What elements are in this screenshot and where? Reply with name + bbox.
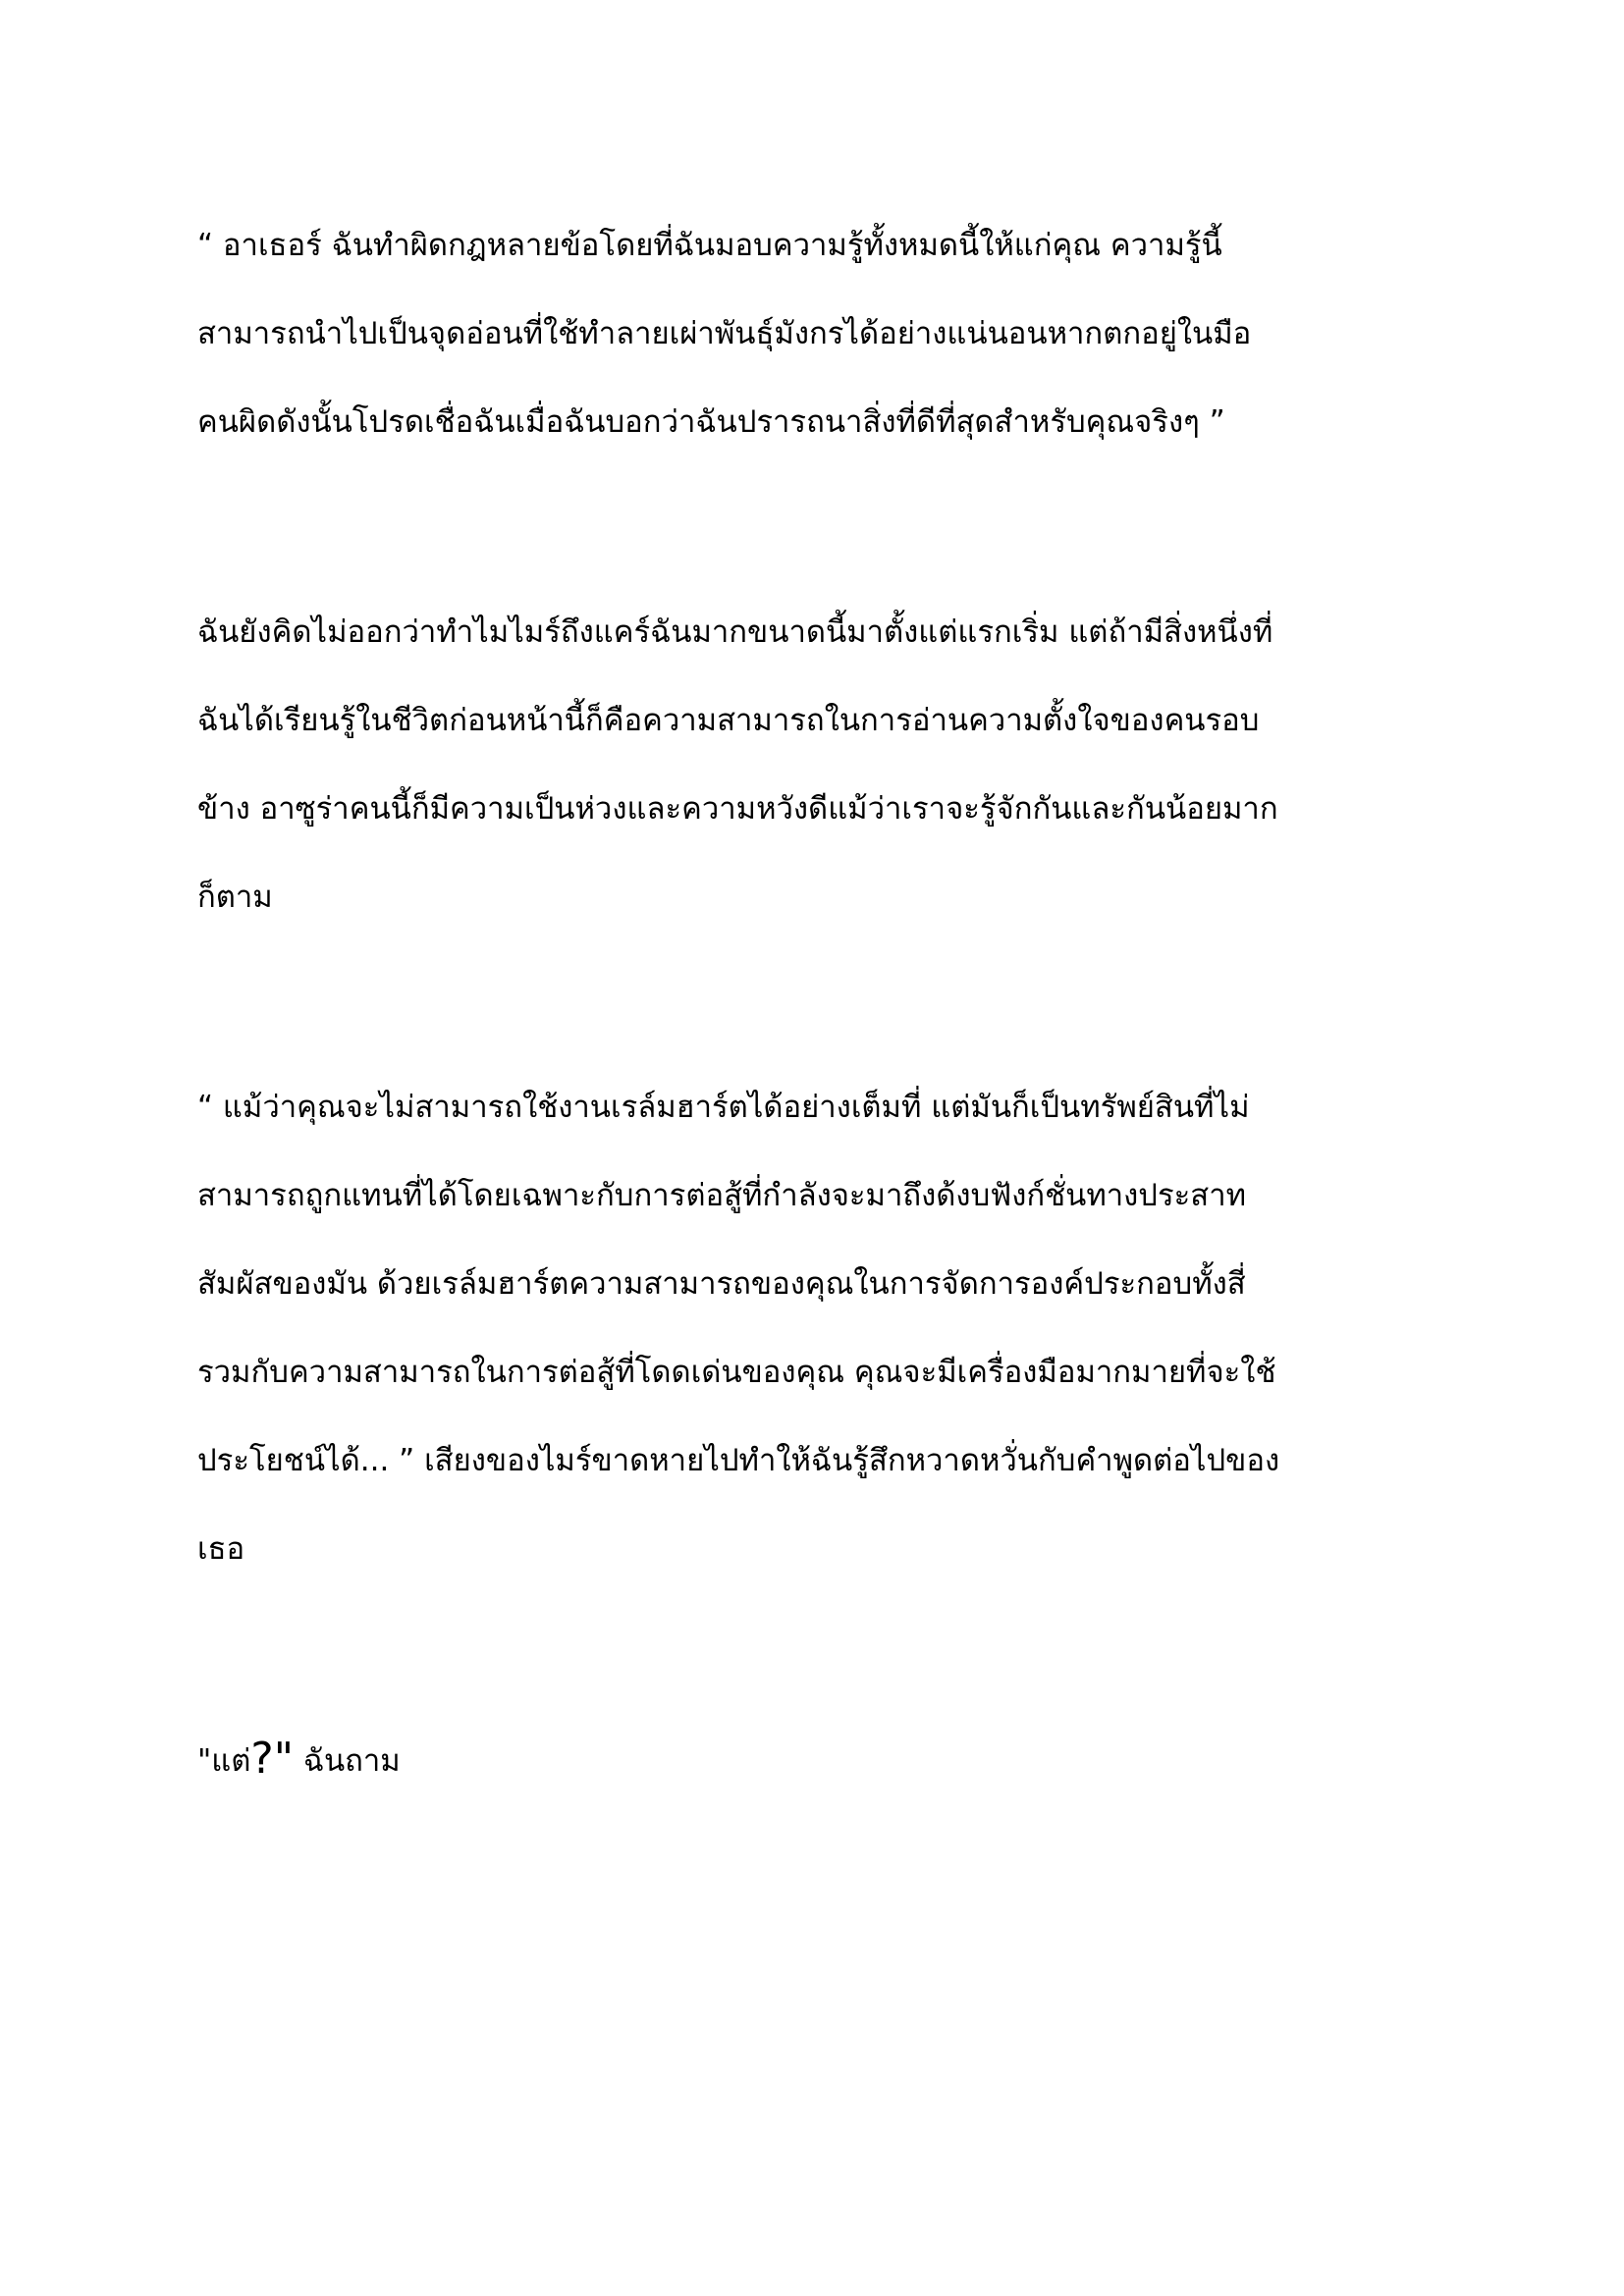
paragraph-narration	[197, 588, 1430, 941]
text-line: คนผิดดังนั้นโปรดเชื่อฉันเมื่อฉันบอกว่าฉันปรารถนาสิ่งที่ดีที่สุดสำหรับคุณจริงๆ ”	[197, 404, 1225, 440]
paragraph-spacer	[197, 941, 1430, 1063]
text-line: เธอ	[197, 1531, 245, 1567]
paragraph-spacer	[197, 1593, 1430, 1715]
paragraph-realmheart	[197, 1063, 1430, 1593]
text-line: รวมกับความสามารถในการต่อสู้ที่โดดเด่นของคุณ คุณจะมีเครื่องมือมากมายที่จะใช้	[197, 1355, 1276, 1390]
text-line: สามารถถูกแทนที่ได้โดยเฉพาะกับการต่อสู้ที่กำลังจะมาถึงด้งบฟังก์ชั่นทางประสาท	[197, 1178, 1247, 1213]
question-mark: ?"	[250, 1734, 294, 1784]
text-line: ฉันยังคิดไม่ออกว่าทำไมไมร์ถึงแคร์ฉันมากขนาดนี้มาตั้งแต่แรกเริ่ม แต่ถ้ามีสิ่งหนึ่งที่	[197, 614, 1273, 650]
question-open-quote: "แต่	[197, 1743, 251, 1779]
text-line: “ แม้ว่าคุณจะไม่สามารถใช้งานเรล์มฮาร์ตได้อย่างเต็มที่ แต่มันก็เป็นทรัพย์สินที่ไม่	[197, 1090, 1250, 1125]
text-line: สัมผัสของมัน ด้วยเรล์มฮาร์ตความสามารถของคุณในการจัดการองค์ประกอบทั้งสี่	[197, 1266, 1246, 1302]
text-line: ฉันได้เรียนรู้ในชีวิตก่อนหน้านี้ก็คือความสามารถในการอ่านความตั้งใจของคนรอบ	[197, 703, 1260, 738]
document-body	[197, 201, 1430, 1803]
paragraph-spacer	[197, 466, 1430, 588]
text-line: ก็ตาม	[197, 880, 273, 915]
question-attribution: ฉันถาม	[293, 1743, 401, 1779]
text-line: ข้าง อาซูร่าคนนี้ก็มีความเป็นห่วงและความหวังดีแม้ว่าเราจะรู้จักกันและกันน้อยมาก	[197, 791, 1278, 827]
text-line: “ อาเธอร์ ฉันทำผิดกฎหลายข้อโดยที่ฉันมอบความรู้ทั้งหมดนี้ให้แก่คุณ ความรู้นี้	[197, 228, 1222, 263]
paragraph-question	[197, 1715, 1430, 1803]
text-line: ประโยชน์ได้... ” เสียงของไมร์ขาดหายไปทำให้ฉันรู้สึกหวาดหวั่นกับคำพูดต่อไปของ	[197, 1443, 1280, 1478]
text-line: สามารถนำไปเป็นจุดอ่อนที่ใช้ทำลายเผ่าพันธุ์มังกรได้อย่างแน่นอนหากตกอยู่ในมือ	[197, 316, 1252, 351]
paragraph-myre-warning	[197, 201, 1430, 466]
text-line-question	[197, 1715, 1430, 1803]
